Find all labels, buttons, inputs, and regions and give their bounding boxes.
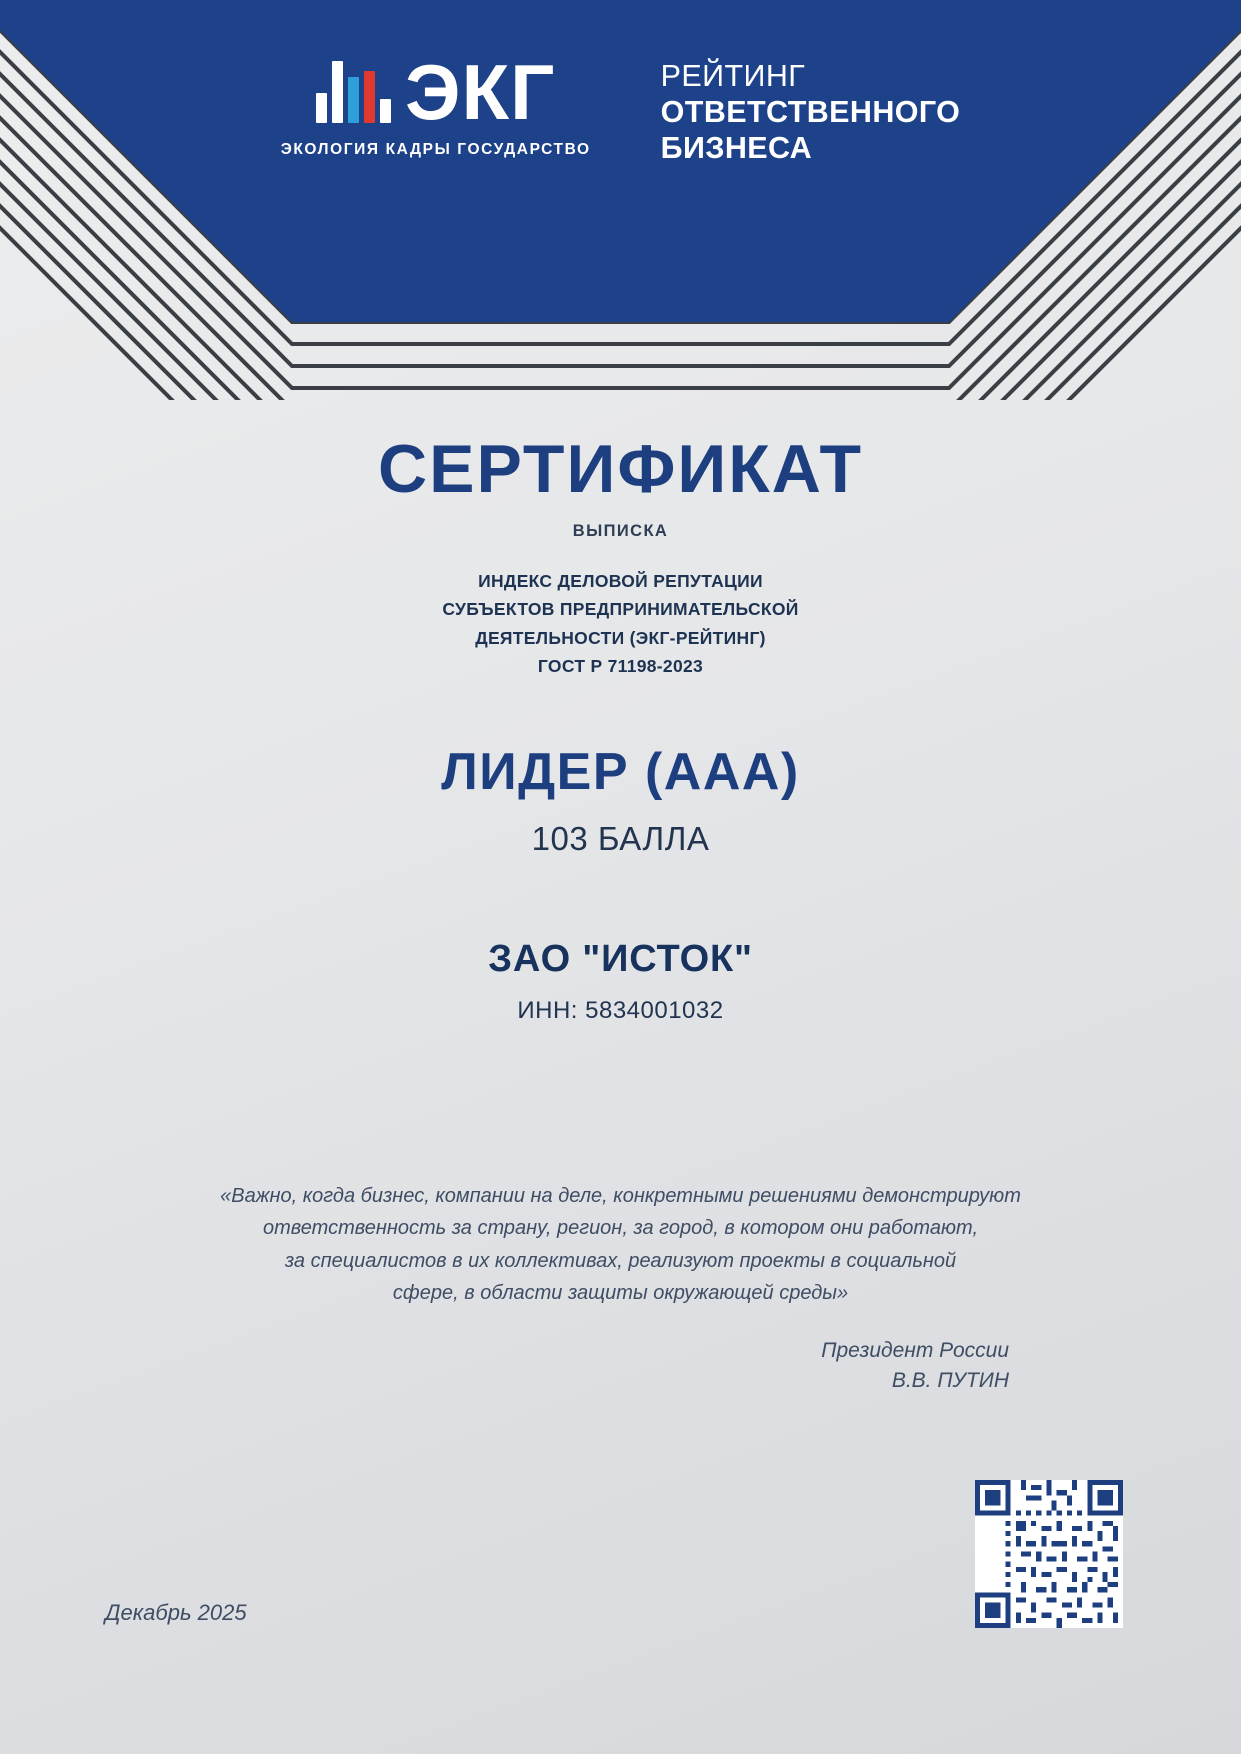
document-subtitle: ВЫПИСКА [572, 522, 669, 540]
ekg-logo-block [0, 48, 1241, 167]
standard-line: СУБЪЕКТОВ ПРЕДПРИНИМАТЕЛЬСКОЙ [442, 599, 799, 620]
quote-block [0, 1180, 1241, 1396]
certificate-body [0, 430, 1241, 1025]
rating-title-line1: РЕЙТИНГ [660, 59, 806, 93]
company-inn: ИНН: 5834001032 [517, 997, 724, 1025]
quote-text [0, 1180, 1241, 1310]
company-name: ЗАО "ИСТОК" [488, 938, 753, 981]
rating-score: 103 БАЛЛА [531, 820, 710, 858]
qr-code[interactable] [975, 1480, 1123, 1628]
standard-line: ДЕЯТЕЛЬНОСТИ (ЭКГ-РЕЙТИНГ) [475, 627, 766, 648]
quote-author [0, 1336, 1241, 1397]
logo-divider [625, 55, 627, 167]
rating-title [661, 55, 961, 167]
ekg-logo-left [280, 48, 591, 159]
certificate-header [0, 0, 1241, 400]
rating-title-line2: ОТВЕТСТВЕННОГО [660, 94, 961, 129]
ekg-bars-icon [316, 61, 391, 123]
standard-line: ГОСТ Р 71198-2023 [537, 656, 704, 677]
rating-title-line3: БИЗНЕСА [660, 130, 813, 165]
quote-line: ответственность за страну, регион, за город, в котором они работают, [262, 1217, 979, 1240]
standard-line: ИНДЕКС ДЕЛОВОЙ РЕПУТАЦИИ [478, 571, 763, 591]
rating-grade: ЛИДЕР (ААА) [441, 743, 800, 802]
brand-name: ЭКГ [405, 48, 556, 136]
quote-line: за специалистов в их коллективах, реализуют проекты в социальной [284, 1249, 957, 1272]
page-title: СЕРТИФИКАТ [377, 431, 863, 507]
standard-reference [0, 567, 1241, 680]
quote-line: сфере, в области защиты окружающей среды» [392, 1282, 849, 1305]
quote-line: «Важно, когда бизнес, компании на деле, конкретными решениями демонстрируют [220, 1185, 1021, 1207]
quote-author-name: В.В. ПУТИН [891, 1369, 1009, 1392]
brand-tagline: ЭКОЛОГИЯ КАДРЫ ГОСУДАРСТВО [280, 141, 591, 159]
issue-date: Декабрь 2025 [105, 1600, 247, 1625]
quote-author-role: Президент России [821, 1338, 1009, 1362]
